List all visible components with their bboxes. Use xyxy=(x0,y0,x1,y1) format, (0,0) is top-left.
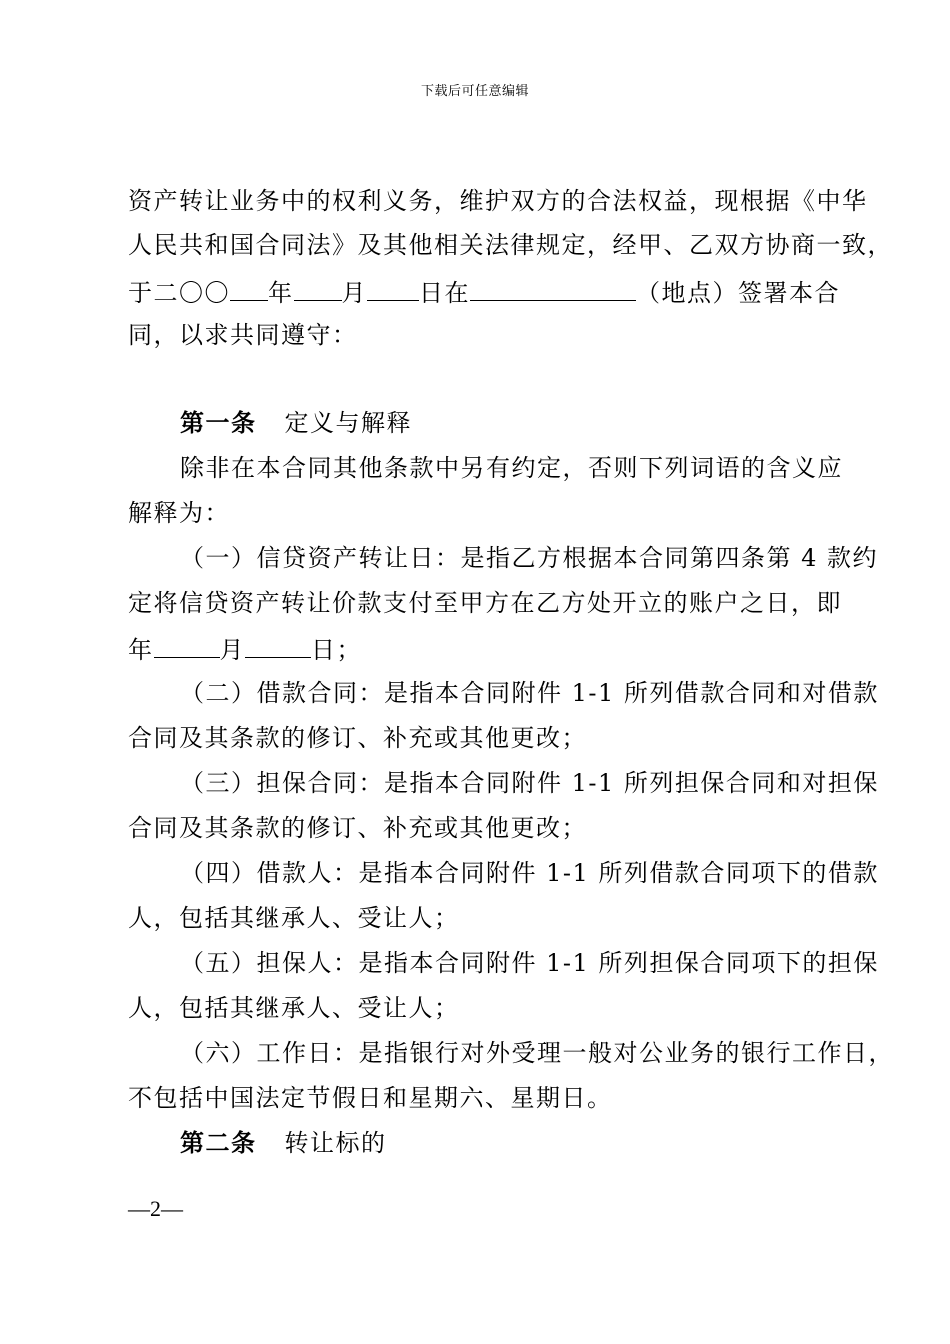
article-2-title: 转让标的 xyxy=(284,1129,387,1157)
item-1-year-label: 年 xyxy=(128,636,154,664)
item-1-month-label: 月 xyxy=(219,636,245,664)
intro-month-label: 月 xyxy=(341,279,367,307)
location-blank xyxy=(470,276,636,301)
article-1-title: 定义与解释 xyxy=(284,409,412,437)
item-1-day-blank xyxy=(245,633,311,658)
article-2-heading xyxy=(180,1128,387,1158)
day-blank xyxy=(367,276,419,301)
intro-line-3 xyxy=(128,276,840,308)
year-blank xyxy=(230,276,268,301)
intro-line-1: 资产转让业务中的权利义务，维护双方的合法权益，现根据《中华 xyxy=(128,187,868,215)
intro-line-4: 同，以求共同遵守： xyxy=(128,321,358,349)
article-1-intro-line-2: 解释为： xyxy=(128,499,230,527)
item-1-line-1: （一）信贷资产转让日：是指乙方根据本合同第四条第 4 款约 xyxy=(180,544,879,572)
item-1-month-blank xyxy=(154,633,220,658)
item-2-line-1: （二）借款合同：是指本合同附件 1-1 所列借款合同和对借款 xyxy=(180,679,879,707)
page-number: —2— xyxy=(128,1196,183,1221)
intro-year-label: 年 xyxy=(268,279,294,307)
item-6-line-2: 不包括中国法定节假日和星期六、星期日。 xyxy=(128,1084,613,1112)
item-1-line-2: 定将信贷资产转让价款支付至甲方在乙方处开立的账户之日，即 xyxy=(128,589,842,617)
article-2-number: 第二条 xyxy=(180,1128,257,1157)
page-header: 下载后可任意编辑 xyxy=(420,84,529,99)
item-5-line-2: 人，包括其继承人、受让人； xyxy=(128,994,460,1022)
article-1-heading xyxy=(180,408,412,438)
item-4-line-1: （四）借款人：是指本合同附件 1-1 所列借款合同项下的借款 xyxy=(180,859,879,887)
item-4-line-2: 人，包括其继承人、受让人； xyxy=(128,904,460,932)
article-1-number: 第一条 xyxy=(180,408,257,437)
item-2-line-2: 合同及其条款的修订、补充或其他更改； xyxy=(128,724,587,752)
article-1-intro-line-1: 除非在本合同其他条款中另有约定，否则下列词语的含义应 xyxy=(180,454,843,482)
item-6-line-1: （六）工作日：是指银行对外受理一般对公业务的银行工作日， xyxy=(180,1039,894,1067)
item-3-line-1: （三）担保合同：是指本合同附件 1-1 所列担保合同和对担保 xyxy=(180,769,879,797)
item-1-day-label: 日； xyxy=(311,636,362,664)
intro-date-prefix: 于二〇〇 xyxy=(128,279,230,307)
item-5-line-1: （五）担保人：是指本合同附件 1-1 所列担保合同项下的担保 xyxy=(180,949,879,977)
intro-day-label: 日在 xyxy=(419,279,470,307)
month-blank xyxy=(294,276,342,301)
item-1-line-3 xyxy=(128,633,362,665)
intro-line-2: 人民共和国合同法》及其他相关法律规定，经甲、乙双方协商一致， xyxy=(128,231,893,259)
intro-location-label: （地点）签署本合 xyxy=(636,279,840,307)
item-3-line-2: 合同及其条款的修订、补充或其他更改； xyxy=(128,814,587,842)
